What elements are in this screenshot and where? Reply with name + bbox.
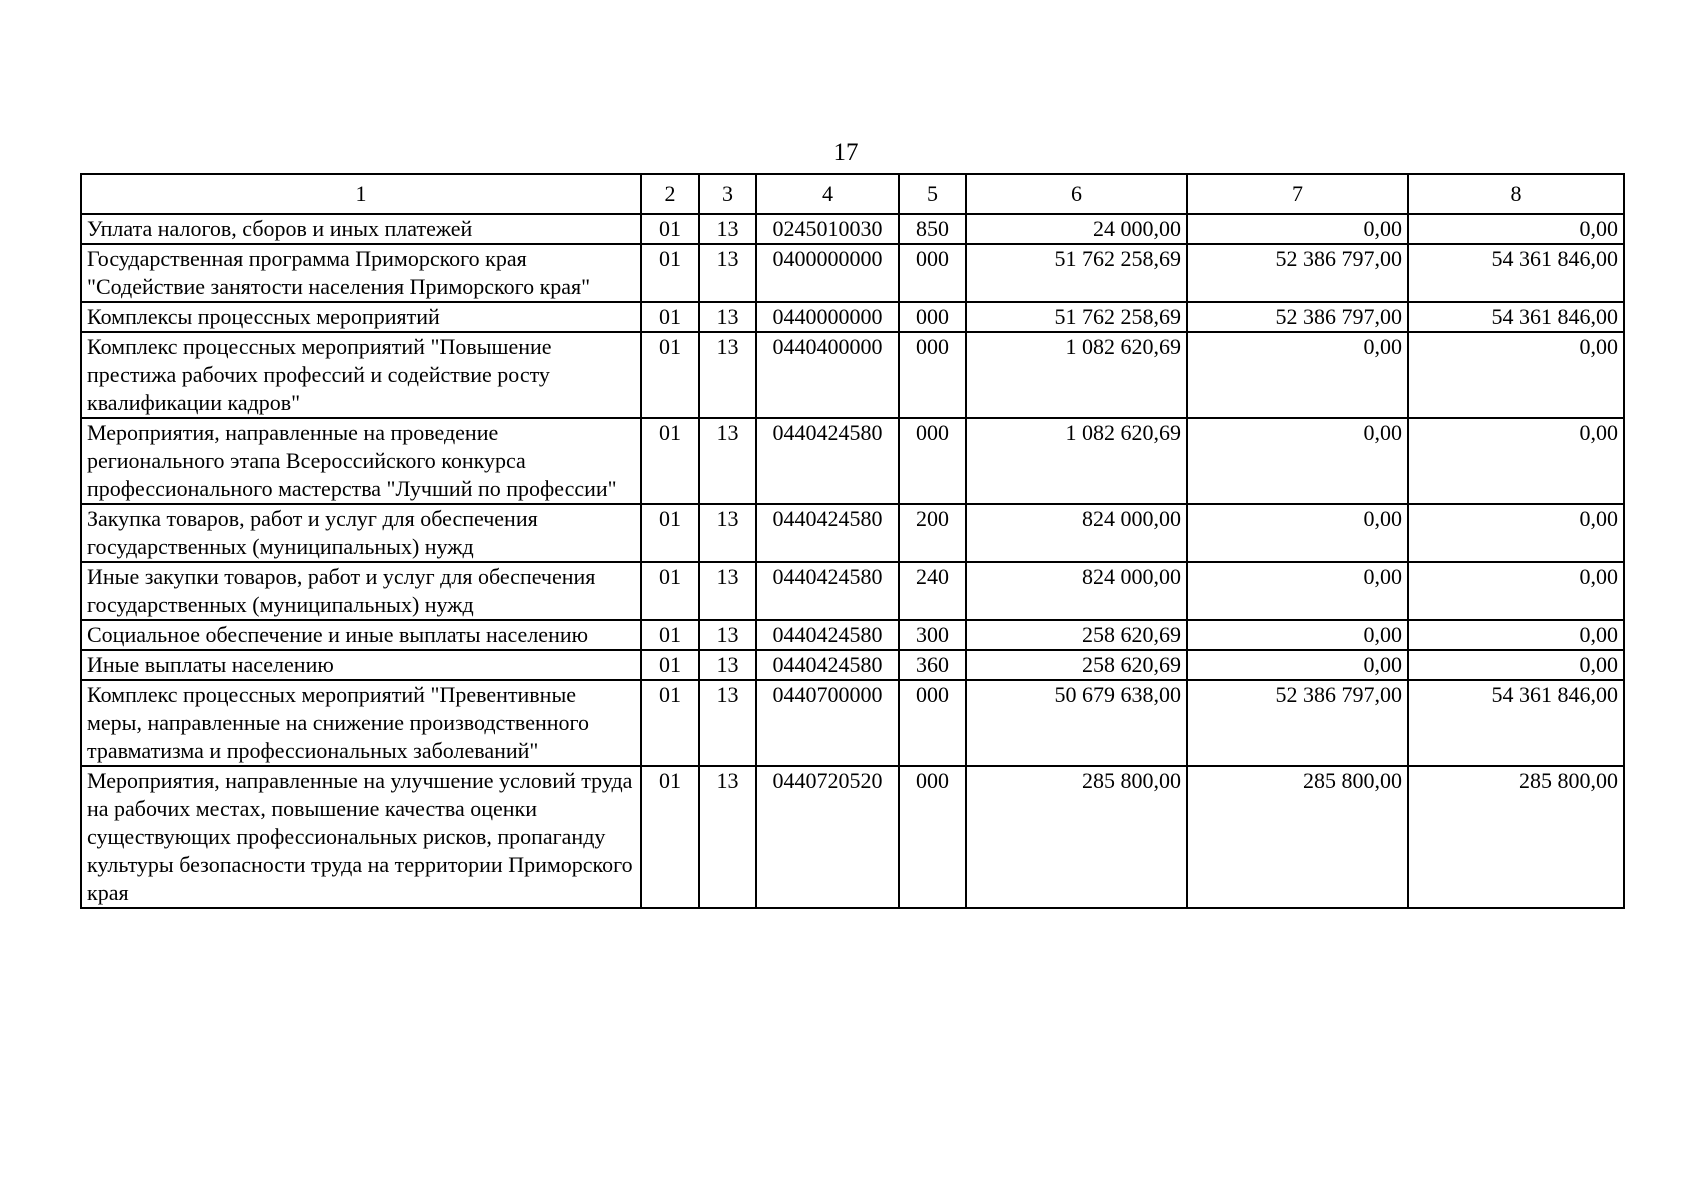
item-name: Комплекс процессных мероприятий "Повышение престижа рабочих профессий и содействие росту квалификации кадров" — [81, 332, 641, 418]
target-article-code: 0440424580 — [756, 620, 899, 650]
item-name: Мероприятия, направленные на улучшение условий труда на рабочих местах, повышение качества оценки существующих профессиональных рисков, пропаганду культуры безопасности труда на территории Приморского края — [81, 766, 641, 908]
amount-col-6: 258 620,69 — [966, 650, 1187, 680]
page-number: 17 — [833, 139, 859, 166]
amount-col-6: 285 800,00 — [966, 766, 1187, 908]
amount-col-8: 0,00 — [1408, 504, 1624, 562]
header-col-7: 7 — [1187, 174, 1408, 214]
expense-type-code: 240 — [899, 562, 966, 620]
section-code: 01 — [641, 562, 699, 620]
subsection-code: 13 — [699, 650, 756, 680]
expense-type-code: 200 — [899, 504, 966, 562]
section-code: 01 — [641, 766, 699, 908]
amount-col-8: 0,00 — [1408, 418, 1624, 504]
table-row — [81, 766, 1624, 908]
budget-table — [80, 173, 1625, 909]
subsection-code: 13 — [699, 680, 756, 766]
target-article-code: 0440424580 — [756, 562, 899, 620]
table-row — [81, 214, 1624, 244]
amount-col-8: 0,00 — [1408, 620, 1624, 650]
item-name: Комплексы процессных мероприятий — [81, 302, 641, 332]
amount-col-7: 52 386 797,00 — [1187, 680, 1408, 766]
target-article-code: 0245010030 — [756, 214, 899, 244]
amount-col-6: 258 620,69 — [966, 620, 1187, 650]
header-row — [81, 174, 1624, 214]
section-code: 01 — [641, 680, 699, 766]
amount-col-7: 0,00 — [1187, 504, 1408, 562]
amount-col-7: 0,00 — [1187, 562, 1408, 620]
amount-col-8: 54 361 846,00 — [1408, 244, 1624, 302]
target-article-code: 0440424580 — [756, 650, 899, 680]
subsection-code: 13 — [699, 332, 756, 418]
amount-col-7: 0,00 — [1187, 418, 1408, 504]
table-row — [81, 302, 1624, 332]
item-name: Социальное обеспечение и иные выплаты населению — [81, 620, 641, 650]
expense-type-code: 850 — [899, 214, 966, 244]
header-col-1: 1 — [81, 174, 641, 214]
amount-col-7: 52 386 797,00 — [1187, 302, 1408, 332]
amount-col-7: 0,00 — [1187, 332, 1408, 418]
amount-col-8: 54 361 846,00 — [1408, 302, 1624, 332]
item-name: Государственная программа Приморского края "Содействие занятости населения Приморского края" — [81, 244, 641, 302]
section-code: 01 — [641, 504, 699, 562]
amount-col-8: 0,00 — [1408, 562, 1624, 620]
target-article-code: 0440700000 — [756, 680, 899, 766]
section-code: 01 — [641, 214, 699, 244]
target-article-code: 0440000000 — [756, 302, 899, 332]
amount-col-8: 54 361 846,00 — [1408, 680, 1624, 766]
table-row — [81, 650, 1624, 680]
header-col-4: 4 — [756, 174, 899, 214]
amount-col-7: 52 386 797,00 — [1187, 244, 1408, 302]
expense-type-code: 000 — [899, 418, 966, 504]
target-article-code: 0440720520 — [756, 766, 899, 908]
amount-col-6: 51 762 258,69 — [966, 244, 1187, 302]
section-code: 01 — [641, 302, 699, 332]
target-article-code: 0440424580 — [756, 418, 899, 504]
amount-col-8: 0,00 — [1408, 332, 1624, 418]
table-row — [81, 620, 1624, 650]
amount-col-8: 285 800,00 — [1408, 766, 1624, 908]
subsection-code: 13 — [699, 562, 756, 620]
expense-type-code: 000 — [899, 244, 966, 302]
expense-type-code: 000 — [899, 766, 966, 908]
header-col-8: 8 — [1408, 174, 1624, 214]
subsection-code: 13 — [699, 418, 756, 504]
subsection-code: 13 — [699, 766, 756, 908]
amount-col-6: 50 679 638,00 — [966, 680, 1187, 766]
amount-col-6: 824 000,00 — [966, 562, 1187, 620]
table-row — [81, 244, 1624, 302]
expense-type-code: 000 — [899, 302, 966, 332]
expense-type-code: 360 — [899, 650, 966, 680]
amount-col-6: 1 082 620,69 — [966, 332, 1187, 418]
amount-col-7: 285 800,00 — [1187, 766, 1408, 908]
amount-col-8: 0,00 — [1408, 214, 1624, 244]
subsection-code: 13 — [699, 504, 756, 562]
item-name: Иные выплаты населению — [81, 650, 641, 680]
target-article-code: 0400000000 — [756, 244, 899, 302]
amount-col-7: 0,00 — [1187, 214, 1408, 244]
section-code: 01 — [641, 650, 699, 680]
subsection-code: 13 — [699, 214, 756, 244]
table-row — [81, 418, 1624, 504]
expense-type-code: 000 — [899, 332, 966, 418]
header-col-2: 2 — [641, 174, 699, 214]
amount-col-6: 51 762 258,69 — [966, 302, 1187, 332]
target-article-code: 0440400000 — [756, 332, 899, 418]
item-name: Мероприятия, направленные на проведение регионального этапа Всероссийского конкурса профессионального мастерства "Лучший по профессии" — [81, 418, 641, 504]
table-row — [81, 562, 1624, 620]
target-article-code: 0440424580 — [756, 504, 899, 562]
section-code: 01 — [641, 418, 699, 504]
amount-col-6: 24 000,00 — [966, 214, 1187, 244]
subsection-code: 13 — [699, 620, 756, 650]
subsection-code: 13 — [699, 302, 756, 332]
item-name: Иные закупки товаров, работ и услуг для обеспечения государственных (муниципальных) нужд — [81, 562, 641, 620]
amount-col-7: 0,00 — [1187, 620, 1408, 650]
header-col-5: 5 — [899, 174, 966, 214]
table-row — [81, 504, 1624, 562]
header-col-6: 6 — [966, 174, 1187, 214]
section-code: 01 — [641, 332, 699, 418]
amount-col-6: 1 082 620,69 — [966, 418, 1187, 504]
amount-col-7: 0,00 — [1187, 650, 1408, 680]
expense-type-code: 300 — [899, 620, 966, 650]
item-name: Комплекс процессных мероприятий "Превентивные меры, направленные на снижение производственного травматизма и профессиональных заболеваний" — [81, 680, 641, 766]
table-row — [81, 680, 1624, 766]
subsection-code: 13 — [699, 244, 756, 302]
amount-col-8: 0,00 — [1408, 650, 1624, 680]
table-row — [81, 332, 1624, 418]
section-code: 01 — [641, 244, 699, 302]
amount-col-6: 824 000,00 — [966, 504, 1187, 562]
expense-type-code: 000 — [899, 680, 966, 766]
section-code: 01 — [641, 620, 699, 650]
item-name: Закупка товаров, работ и услуг для обеспечения государственных (муниципальных) нужд — [81, 504, 641, 562]
header-col-3: 3 — [699, 174, 756, 214]
item-name: Уплата налогов, сборов и иных платежей — [81, 214, 641, 244]
